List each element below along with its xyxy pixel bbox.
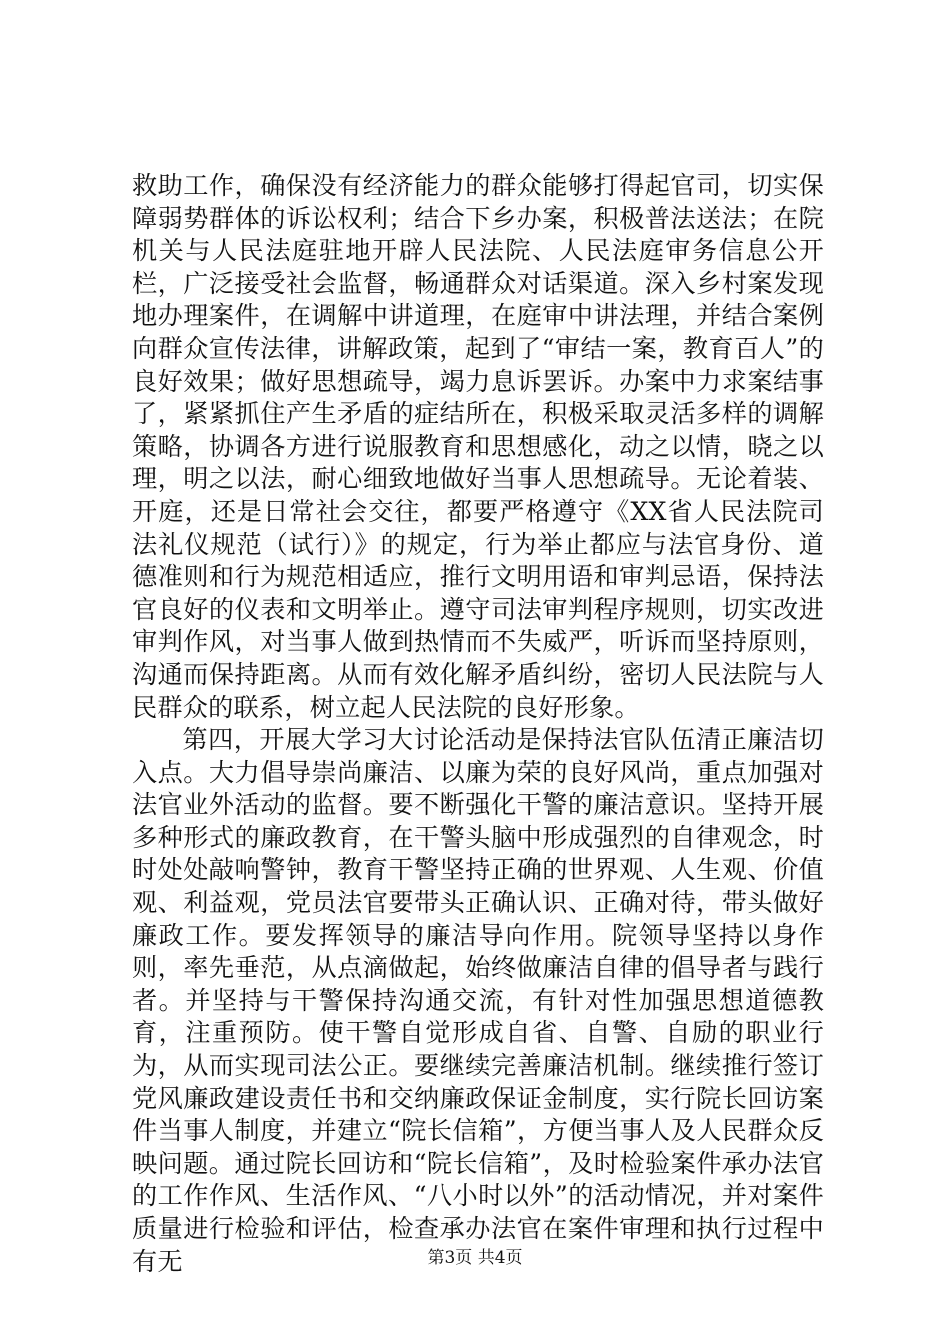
paragraph-2: 第四，开展大学习大讨论活动是保持法官队伍清正廉洁切入点。大力倡导崇尚廉洁、以廉为荣的良好风尚，重点加强对法官业外活动的监督。要不断强化干警的廉洁意识。坚持开展多种形式的廉政教育，在干警头脑中形成强烈的自律观念，时时处处敲响警钟，教育干警坚持正确的世界观、人生观、价值观、利益观，党员法官要带头正确认识、正确对待，带头做好廉政工作。要发挥领导的廉洁导向作用。院领导坚持以身作则，率先垂范，从点滴做起，始终做廉洁自律的倡导者与践行者。并坚持与干警保持沟通交流，有针对性加强思想道德教育，注重预防。使干警自觉形成自省、自警、自励的职业行为，从而实现司法公正。要继续完善廉洁机制。继续推行签订党风廉政建设责任书和交纳廉政保证金制度，实行院长回访案件当事人制度，并建立“院长信箱”，方便当事人及人民群众反映问题。通过院长回访和“院长信箱”，及时检验案件承办法官的工作作风、生活作风、“八小时以外”的活动情况，并对案件质量进行检验和评估，检查承办法官在案件审理和执行过程中有无 <box>132 725 824 1276</box>
paragraph-1: 救助工作，确保没有经济能力的群众能够打得起官司，切实保障弱势群体的诉讼权利；结合下乡办案，积极普法送法；在院机关与人民法庭驻地开辟人民法院、人民法庭审务信息公开栏，广泛接受社会监督，畅通群众对话渠道。深入乡村案发现地办理案件，在调解中讲道理，在庭审中讲法理，并结合案例向群众宣传法律，讲解政策，起到了“审结一案，教育百人”的良好效果；做好思想疏导，竭力息诉罢诉。办案中力求案结事了，紧紧抓住产生矛盾的症结所在，积极采取灵活多样的调解策略，协调各方进行说服教育和思想感化，动之以情，晓之以理，明之以法，耐心细致地做好当事人思想疏导。无论着装、开庭，还是日常社会交往，都要严格遵守《XX省人民法院司法礼仪规范（试行）》的规定，行为举止都应与法官身份、道德准则和行为规范相适应，推行文明用语和审判忌语，保持法官良好的仪表和文明举止。遵守司法审判程序规则，切实改进审判作风，对当事人做到热情而不失威严，听诉而坚持原则，沟通而保持距离。从而有效化解矛盾纠纷，密切人民法院与人民群众的联系，树立起人民法院的良好形象。 <box>132 171 824 722</box>
page-footer: 第3页 共4页 <box>427 1248 523 1268</box>
document-body <box>132 170 824 1278</box>
